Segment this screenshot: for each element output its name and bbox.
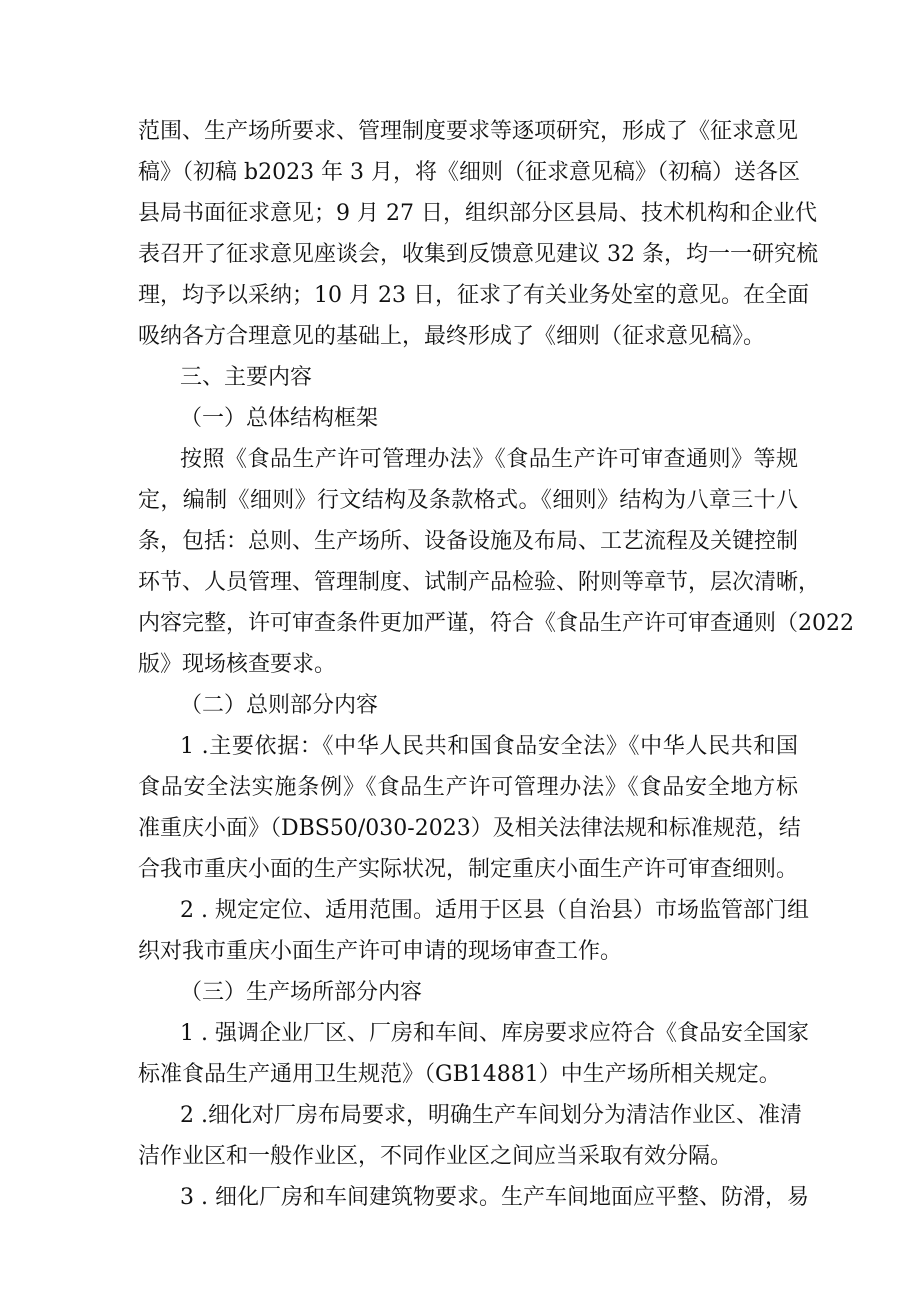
paragraph-line: 版》现场核查要求。 [138,652,337,677]
paragraph-line: 理，均予以采纳；10 月 23 日，征求了有关业务处室的意见。在全面 [138,283,809,308]
section-heading: 三、主要内容 [180,365,313,390]
paragraph-line: 标准食品生产通用卫生规范》（GB14881）中生产场所相关规定。 [138,1062,781,1087]
paragraph-line: 2 . 规定定位、适用范围。适用于区县（自治县）市场监管部门组 [180,898,809,923]
paragraph-line: 县局书面征求意见；9 月 27 日，组织部分区县局、技术机构和企业代 [138,201,817,226]
subsection-heading: （二）总则部分内容 [180,693,379,718]
subsection-heading: （三）生产场所部分内容 [180,980,423,1005]
subsection-heading: （一）总体结构框架 [180,406,379,431]
paragraph-line: 1 .主要依据：《中华人民共和国食品安全法》《中华人民共和国 [180,734,798,759]
paragraph-line: 条，包括：总则、生产场所、设备设施及布局、工艺流程及关键控制 [138,529,799,554]
paragraph-line: 织对我市重庆小面生产许可申请的现场审查工作。 [138,939,623,964]
paragraph-line: 稿》（初稿 b2023 年 3 月，将《细则（征求意见稿》（初稿）送各区 [138,160,801,185]
paragraph-line: 准重庆小面》（DBS50/030-2023）及相关法律法规和标准规范，结 [138,816,801,841]
paragraph-line: 1 . 强调企业厂区、厂房和车间、库房要求应符合《食品安全国家 [180,1021,809,1046]
paragraph-line: 洁作业区和一般作业区，不同作业区之间应当采取有效分隔。 [138,1144,733,1169]
paragraph-line: 食品安全法实施条例》《食品生产许可管理办法》《食品安全地方标 [138,775,798,800]
paragraph-line: 表召开了征求意见座谈会，收集到反馈意见建议 32 条，均一一研究梳 [138,242,818,267]
paragraph-line: 吸纳各方合理意见的基础上，最终形成了《细则（征求意见稿》。 [138,324,766,349]
paragraph-line: 3 . 细化厂房和车间建筑物要求。生产车间地面应平整、防滑，易 [180,1185,809,1210]
paragraph-line: 范围、生产场所要求、管理制度要求等逐项研究，形成了《征求意见 [138,119,799,144]
paragraph-line: 2 .细化对厂房布局要求，明确生产车间划分为清洁作业区、准清 [180,1103,802,1128]
paragraph-line: 按照《食品生产许可管理办法》《食品生产许可审查通则》等规 [180,447,798,472]
paragraph-line: 环节、人员管理、管理制度、试制产品检验、附则等章节，层次清晰， [138,570,821,595]
paragraph-line: 合我市重庆小面的生产实际状况，制定重庆小面生产许可审查细则。 [138,857,799,882]
paragraph-line: 内容完整，许可审查条件更加严谨，符合《食品生产许可审查通则（2022 [138,611,854,636]
paragraph-line: 定，编制《细则》行文结构及条款格式。《细则》结构为八章三十八 [138,488,798,513]
